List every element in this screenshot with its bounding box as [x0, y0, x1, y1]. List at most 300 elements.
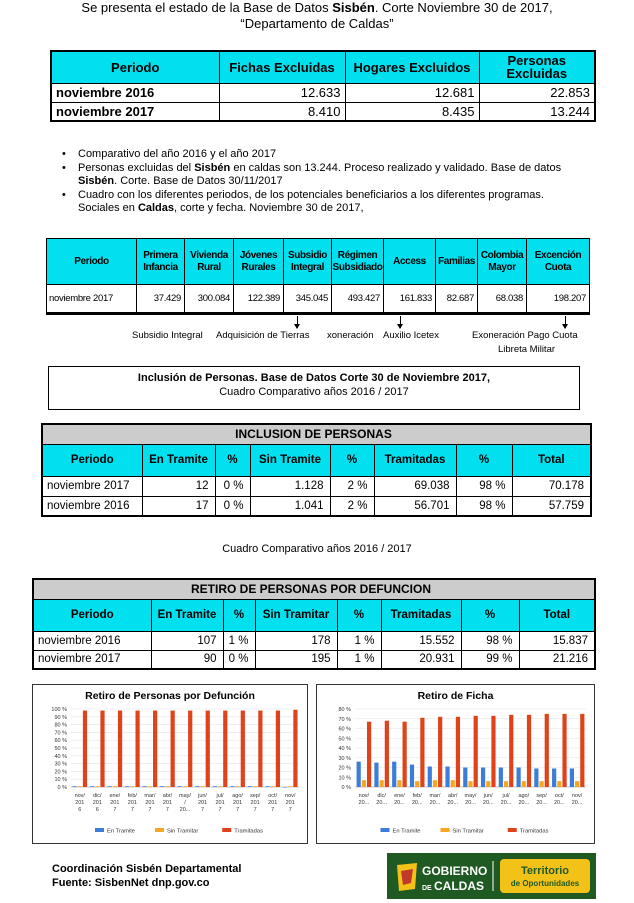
bar-tramitadas — [456, 717, 460, 787]
x-tick-label: 7 — [253, 807, 257, 813]
bar-sin-tramitar — [200, 786, 204, 787]
bar-en-tramite — [230, 786, 234, 787]
bar-en-tramite — [552, 768, 556, 787]
cell: 68.038 — [478, 285, 527, 313]
cell: 1.128 — [250, 476, 330, 496]
col-header: Total — [512, 444, 591, 476]
x-tick-label: nov/ — [571, 793, 583, 799]
y-tick-label: 70 % — [54, 730, 67, 737]
legend-label: Sin Tramitar — [452, 828, 484, 835]
legend-label: Subsidio Integral — [132, 330, 203, 341]
x-tick-label: mar/ — [144, 793, 156, 799]
col-header: Sin Tramite — [250, 444, 330, 476]
x-tick-label: 201 — [250, 800, 260, 806]
bar-tramitadas — [403, 722, 407, 787]
cell: 122.389 — [234, 285, 284, 313]
cell: 98 % — [461, 631, 519, 650]
bar-sin-tramitar — [130, 786, 134, 787]
y-tick-label: 100 % — [51, 707, 67, 713]
cell: 57.759 — [512, 496, 591, 516]
bar-tramitadas — [188, 711, 192, 787]
col-header: Tramitadas — [381, 599, 461, 631]
bar-en-tramite — [178, 786, 182, 787]
legend-swatch — [95, 828, 104, 832]
col-header: Personas Excluidas — [479, 51, 595, 83]
legend-label: Tramitadas — [234, 828, 263, 835]
x-tick-label: 201 — [268, 800, 278, 806]
bar-en-tramite — [125, 786, 129, 787]
legend-label: Exoneración Pago Cuota — [472, 330, 578, 341]
y-tick-label: 70 % — [338, 716, 351, 723]
x-tick-label: 7 — [218, 807, 222, 813]
y-tick-label: 80 % — [54, 722, 67, 729]
cell: noviembre 2017 — [42, 476, 142, 496]
col-header: Régimen Subsidiado — [332, 239, 384, 285]
bar-en-tramite — [517, 768, 521, 788]
exclusion-table — [50, 50, 596, 122]
y-tick-label: 40 % — [54, 753, 67, 760]
x-tick-label: 20... — [553, 800, 565, 806]
arrow-down-icon — [400, 316, 401, 328]
y-tick-label: 80 % — [338, 707, 351, 713]
col-header: En Tramite — [142, 444, 215, 476]
footer — [52, 862, 241, 890]
legend-label: Auxilio Icetex — [383, 330, 439, 341]
cell: 82.687 — [436, 285, 478, 313]
logo-text-top: GOBIERNO — [422, 864, 488, 878]
col-header: Periodo — [51, 51, 219, 83]
y-tick-label: 0 % — [57, 785, 67, 791]
arrow-down-icon — [297, 316, 298, 328]
table-row — [51, 102, 595, 121]
table-row — [42, 476, 591, 496]
table-row — [51, 83, 595, 102]
chart-defuncion-svg — [33, 685, 307, 843]
x-tick-label: 20... — [376, 800, 388, 806]
x-tick-label: 201 — [92, 800, 102, 806]
y-tick-label: 60 % — [338, 726, 351, 733]
cell: 195 — [255, 650, 337, 669]
legend-swatch — [381, 828, 390, 832]
bar-sin-tramitar — [183, 786, 187, 787]
programs-table — [46, 238, 590, 313]
cell: 12.633 — [219, 83, 345, 102]
bar-en-tramite — [265, 786, 269, 787]
x-tick-label: 7 — [271, 807, 275, 813]
x-tick-label: mar/ — [429, 793, 441, 799]
cell: 8.435 — [345, 102, 479, 121]
x-tick-label: ago/ — [232, 793, 243, 799]
cell: 0 % — [223, 650, 255, 669]
bar-sin-tramitar — [397, 780, 401, 787]
y-tick-label: 30 % — [338, 755, 351, 762]
bar-sin-tramitar — [468, 781, 472, 787]
bar-en-tramite — [213, 786, 217, 787]
logo-svg — [387, 853, 596, 899]
bar-tramitadas — [474, 716, 478, 787]
col-header: Jóvenes Rurales — [234, 239, 284, 285]
cell: noviembre 2017 — [51, 102, 219, 121]
col-header: % — [223, 599, 255, 631]
bar-en-tramite — [108, 786, 112, 787]
cell: 13.244 — [479, 102, 595, 121]
bullet-item: • Cuadro con los diferentes periodos, de los potenciales beneficiarios a los diferentes programas. Sociales en Caldas, corte y fecha. Noviembre 30 de 2017, — [62, 189, 582, 216]
comparison-subtitle: Cuadro Comparativo años 2016 / 2017 — [222, 543, 412, 555]
bar-en-tramite — [160, 786, 164, 787]
bar-en-tramite — [410, 765, 414, 787]
bar-tramitadas — [153, 711, 157, 787]
x-tick-label: 7 — [113, 807, 117, 813]
col-header: Vivienda Rural — [185, 239, 234, 285]
x-tick-label: 20... — [429, 800, 441, 806]
bar-en-tramite — [374, 763, 378, 787]
bar-en-tramite — [463, 768, 467, 788]
cell: 0 % — [215, 476, 250, 496]
col-header: Familias — [436, 239, 478, 285]
x-tick-label: feb/ — [412, 793, 422, 799]
table-caption: INCLUSION DE PERSONAS — [42, 424, 591, 444]
cell: 70.178 — [512, 476, 591, 496]
logo-text-oportunidades: de Oportunidades — [510, 879, 580, 888]
x-tick-label: ene/ — [394, 793, 405, 799]
cell: 12.681 — [345, 83, 479, 102]
cell: noviembre 2017 — [33, 650, 151, 669]
legend-label: Sin Tramitar — [167, 828, 199, 835]
bar-sin-tramitar — [575, 781, 579, 787]
col-header: Tramitadas — [374, 444, 456, 476]
x-tick-label: 7 — [130, 807, 134, 813]
bullet-list — [62, 148, 582, 216]
legend-label: Libreta Militar — [498, 344, 556, 355]
x-tick-label: 6 — [95, 807, 99, 813]
cell: 2 % — [330, 476, 374, 496]
bar-tramitadas — [241, 711, 245, 787]
bar-tramitadas — [135, 711, 139, 787]
x-tick-label: abr/ — [162, 793, 173, 799]
chart-ficha — [316, 684, 595, 844]
bar-sin-tramitar — [148, 786, 152, 787]
x-tick-label: nov/ — [358, 793, 370, 799]
inclusion-table — [41, 423, 592, 517]
cell: 161.833 — [384, 285, 436, 313]
legend-label: Tramitadas — [519, 828, 549, 835]
col-header: % — [456, 444, 512, 476]
cell: 1.041 — [250, 496, 330, 516]
x-tick-label: dic/ — [93, 793, 102, 799]
chart-defuncion — [32, 684, 308, 844]
bar-tramitadas — [276, 711, 280, 787]
bar-en-tramite — [534, 768, 538, 787]
bar-en-tramite — [499, 768, 503, 788]
bar-sin-tramitar — [486, 781, 490, 787]
bar-en-tramite — [195, 786, 199, 787]
bar-tramitadas — [509, 715, 513, 787]
bar-sin-tramitar — [362, 780, 366, 787]
bar-en-tramite — [357, 762, 361, 787]
x-tick-label: 20... — [179, 807, 191, 813]
bar-tramitadas — [171, 711, 175, 787]
col-header: % — [461, 599, 519, 631]
x-tick-label: 201 — [197, 800, 208, 806]
bar-tramitadas — [580, 714, 584, 787]
bar-tramitadas — [545, 714, 549, 787]
bar-sin-tramitar — [522, 781, 526, 787]
x-tick-label: nov/ — [74, 793, 85, 799]
x-tick-label: 7 — [165, 807, 169, 813]
chart-title: Retiro de Personas por Defunción — [85, 690, 255, 702]
y-tick-label: 40 % — [338, 746, 351, 752]
cell: noviembre 2017 — [47, 285, 137, 313]
cell: 8.410 — [219, 102, 345, 121]
cell: noviembre 2016 — [51, 83, 219, 102]
header-line-2: “Departamento de Caldas” — [240, 16, 394, 31]
cell: 1 % — [337, 631, 381, 650]
x-tick-label: nov/ — [285, 793, 296, 799]
x-tick-label: ene/ — [109, 793, 121, 799]
legend-swatch — [155, 828, 164, 832]
logo-text-caldas: CALDAS — [434, 879, 484, 893]
y-tick-label: 30 % — [54, 761, 67, 768]
bar-sin-tramitar — [113, 786, 117, 787]
x-tick-label: 7 — [236, 807, 240, 813]
bar-tramitadas — [206, 711, 210, 787]
y-tick-label: 0 % — [341, 785, 351, 791]
cell: noviembre 2016 — [33, 631, 151, 650]
y-tick-label: 50 % — [54, 746, 67, 752]
x-tick-label: sep/ — [536, 793, 547, 799]
cell: 37.429 — [137, 285, 185, 313]
x-tick-label: 20... — [518, 800, 530, 806]
col-header: Primera Infancia — [137, 239, 185, 285]
bar-en-tramite — [90, 786, 94, 787]
bar-tramitadas — [491, 716, 495, 787]
x-tick-label: 20... — [411, 800, 423, 806]
bar-sin-tramitar — [433, 780, 437, 787]
cell: 69.038 — [374, 476, 456, 496]
cell: 99 % — [461, 650, 519, 669]
table-row — [33, 631, 595, 650]
col-header: Periodo — [33, 599, 151, 631]
cell: 90 — [151, 650, 223, 669]
legend-label: xoneración — [327, 330, 374, 341]
bar-tramitadas — [293, 710, 297, 787]
divider — [46, 312, 590, 315]
bar-sin-tramitar — [539, 781, 543, 787]
bar-sin-tramitar — [288, 786, 292, 787]
col-header: Fichas Excluidas — [219, 51, 345, 83]
bar-sin-tramitar — [504, 781, 508, 787]
x-tick-label: may/ — [179, 793, 191, 799]
y-tick-label: 10 % — [54, 777, 67, 784]
header-line-1: Se presenta el estado de la Base de Datos Sisbén. Corte Noviembre 30 de 2017, — [81, 0, 553, 15]
x-tick-label: 20... — [358, 800, 370, 806]
col-header: % — [330, 444, 374, 476]
bar-en-tramite — [283, 787, 287, 788]
bar-sin-tramitar — [271, 786, 275, 787]
x-tick-label: 7 — [288, 807, 292, 813]
inclusion-note-box — [48, 366, 580, 410]
bar-sin-tramitar — [165, 786, 169, 787]
legend-swatch — [222, 828, 231, 832]
bar-sin-tramitar — [557, 781, 561, 787]
bar-sin-tramitar — [78, 786, 82, 787]
x-tick-label: 201 — [127, 800, 137, 806]
x-tick-label: 7 — [148, 807, 152, 813]
x-tick-label: sep/ — [249, 793, 261, 799]
col-header: Total — [519, 599, 595, 631]
bar-sin-tramitar — [451, 780, 455, 787]
legend-swatch — [508, 828, 517, 832]
gobierno-caldas-logo — [387, 853, 596, 899]
x-tick-label: jun/ — [198, 793, 207, 799]
bar-en-tramite — [143, 786, 147, 787]
cell: 1 % — [223, 631, 255, 650]
bullet-item: • Personas excluidas del Sisbén en caldas son 13.244. Proceso realizado y validado. Base de datos Sisbén. Corte. Base de Datos 30/11/2017 — [62, 162, 582, 189]
cell: 198.207 — [527, 285, 590, 313]
y-tick-label: 90 % — [54, 714, 67, 721]
bar-sin-tramitar — [218, 786, 222, 787]
bar-en-tramite — [445, 767, 449, 787]
col-header: Hogares Excluidos — [345, 51, 479, 83]
cell: 300.084 — [185, 285, 234, 313]
legend-label: En Tramite — [392, 828, 421, 835]
x-tick-label: 20... — [536, 800, 547, 806]
bar-tramitadas — [562, 714, 566, 787]
x-tick-label: 20... — [394, 800, 405, 806]
bar-en-tramite — [248, 786, 252, 787]
table-row — [42, 496, 591, 516]
x-tick-label: jun/ — [483, 793, 493, 799]
legend-label: En Tramite — [107, 828, 136, 835]
y-tick-label: 60 % — [54, 738, 67, 745]
table-row — [33, 650, 595, 669]
col-header: % — [337, 599, 381, 631]
bar-tramitadas — [100, 711, 104, 787]
cell: 20.931 — [381, 650, 461, 669]
bar-tramitadas — [527, 715, 531, 787]
bar-sin-tramitar — [415, 781, 419, 787]
cell: 15.552 — [381, 631, 461, 650]
col-header: Access — [384, 239, 436, 285]
x-tick-label: 201 — [285, 800, 295, 806]
col-header: En Tramite — [151, 599, 223, 631]
death-removal-table — [32, 578, 596, 670]
y-tick-label: 20 % — [54, 769, 67, 776]
bar-sin-tramitar — [380, 780, 384, 787]
y-tick-label: 20 % — [338, 765, 351, 772]
cell: 17 — [142, 496, 215, 516]
footer-line: Fuente: SisbenNet dnp.gov.co — [52, 877, 210, 889]
cell: 98 % — [456, 476, 512, 496]
x-tick-label: dic/ — [377, 793, 386, 799]
x-tick-label: 201 — [110, 800, 120, 806]
x-tick-label: jul/ — [502, 793, 510, 799]
footer-line: Coordinación Sisbén Departamental — [52, 863, 242, 875]
bar-sin-tramitar — [95, 786, 99, 787]
cell: 345.045 — [284, 285, 332, 313]
bar-tramitadas — [223, 711, 227, 787]
col-header: Periodo — [47, 239, 137, 285]
chart-ficha-svg — [317, 685, 594, 843]
bar-tramitadas — [438, 717, 442, 787]
bar-en-tramite — [570, 768, 574, 787]
bar-tramitadas — [258, 711, 262, 787]
bar-en-tramite — [72, 786, 76, 787]
cell: 98 % — [456, 496, 512, 516]
x-tick-label: ago/ — [518, 793, 530, 799]
x-tick-label: 201 — [75, 800, 85, 806]
table-caption: RETIRO DE PERSONAS POR DEFUNCION — [33, 579, 595, 599]
y-tick-label: 50 % — [338, 736, 351, 743]
cell: 56.701 — [374, 496, 456, 516]
x-tick-label: oct/ — [554, 793, 564, 799]
cell: 22.853 — [479, 83, 595, 102]
cell: 178 — [255, 631, 337, 650]
logo-text-de: DE — [422, 885, 432, 892]
x-tick-label: 20... — [500, 800, 512, 806]
x-tick-label: may/ — [464, 793, 477, 799]
inclusion-note-subtitle: Cuadro Comparativo años 2016 / 2017 — [219, 386, 409, 398]
x-tick-label: 20... — [482, 800, 494, 806]
bar-sin-tramitar — [253, 786, 257, 787]
bullet-item: • Comparativo del año 2016 y el año 2017 — [62, 148, 582, 162]
col-header: Excención Cuota — [527, 239, 590, 285]
x-tick-label: jul/ — [216, 793, 224, 799]
cell: 1 % — [337, 650, 381, 669]
bar-en-tramite — [428, 767, 432, 787]
x-tick-label: 20... — [571, 800, 583, 806]
cell: 12 — [142, 476, 215, 496]
legend-label: Adquisición de Tierras — [216, 330, 310, 341]
arrow-down-icon — [565, 316, 566, 328]
cell: 0 % — [215, 496, 250, 516]
cell: noviembre 2016 — [42, 496, 142, 516]
bar-tramitadas — [367, 722, 371, 787]
bar-tramitadas — [118, 711, 122, 787]
table-row — [47, 285, 590, 313]
col-header: Subsidio Integral — [284, 239, 332, 285]
x-tick-label: 201 — [162, 800, 173, 806]
x-tick-label: 201 — [215, 800, 225, 806]
legend-swatch — [441, 828, 450, 832]
col-header: Periodo — [42, 444, 142, 476]
bar-en-tramite — [392, 762, 396, 787]
bar-tramitadas — [83, 711, 87, 787]
bar-tramitadas — [385, 721, 389, 787]
x-tick-label: / — [184, 800, 186, 806]
logo-text-territorio: Territorio — [520, 865, 570, 877]
x-tick-label: 20... — [465, 800, 476, 806]
cell: 2 % — [330, 496, 374, 516]
col-header: Sin Tramitar — [255, 599, 337, 631]
x-tick-label: 7 — [201, 807, 205, 813]
x-tick-label: 6 — [78, 807, 82, 813]
y-tick-label: 10 % — [338, 775, 351, 782]
inclusion-note-title: Inclusión de Personas. Base de Datos Corte 30 de Noviembre 2017, — [137, 372, 491, 384]
cell: 107 — [151, 631, 223, 650]
chart-title: Retiro de Ficha — [417, 690, 494, 702]
col-header: % — [215, 444, 250, 476]
cell: 15.837 — [519, 631, 595, 650]
cell: 21.216 — [519, 650, 595, 669]
cell: 493.427 — [332, 285, 384, 313]
x-tick-label: 201 — [233, 800, 243, 806]
x-tick-label: oct/ — [268, 793, 278, 799]
x-tick-label: 201 — [145, 800, 155, 806]
bar-sin-tramitar — [236, 786, 240, 787]
x-tick-label: 20... — [447, 800, 459, 806]
bar-tramitadas — [420, 718, 424, 787]
